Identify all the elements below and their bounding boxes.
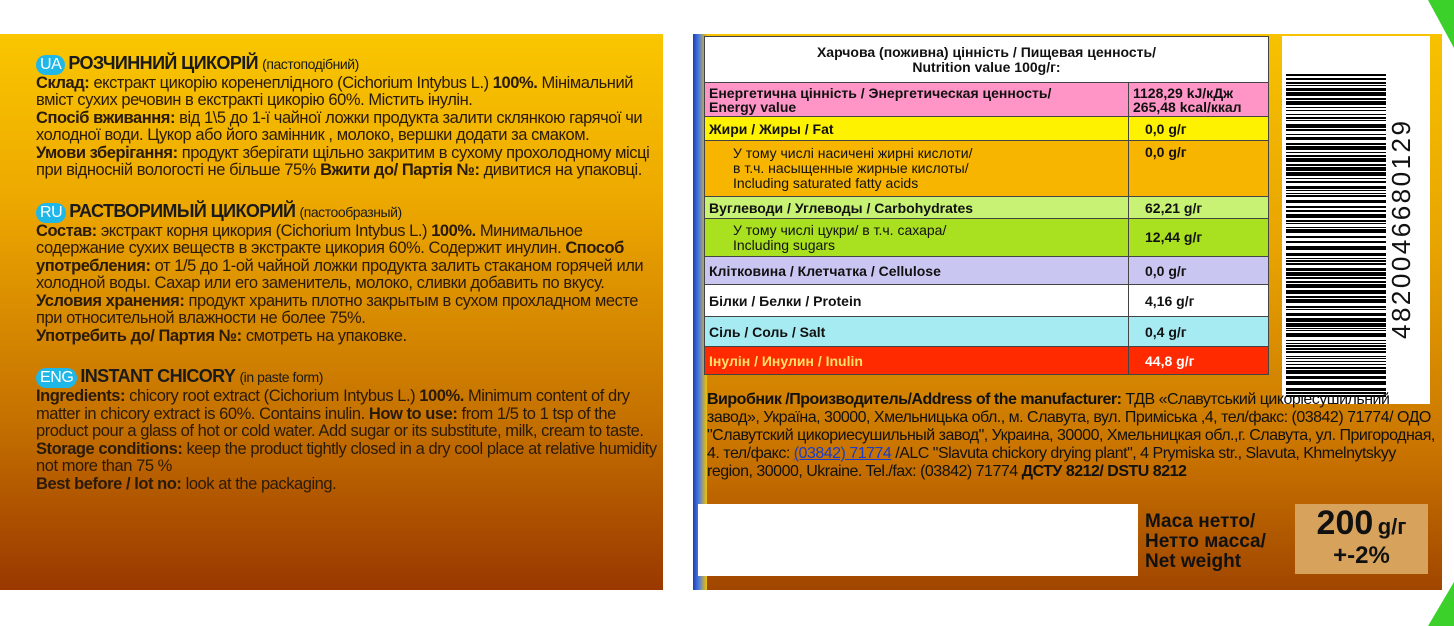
- text-storage-eng: keep the product tightly closed in a dry cool place at relative humidity not more than 75 %: [36, 439, 657, 476]
- label-composition-ru: Состав:: [36, 221, 97, 240]
- label-storage-ua: Умови зберігання:: [36, 143, 178, 162]
- barcode-digits: 4820046680129: [1386, 118, 1416, 340]
- net-weight-label-en: Net weight: [1145, 550, 1242, 572]
- text-best-before-ru: смотреть на упаковке.: [241, 326, 407, 345]
- salt-value: 0,4 g/г: [1129, 317, 1269, 347]
- blank-field: [698, 504, 1138, 576]
- energy-value-kcal: 265,48 kcal/ккал: [1133, 98, 1242, 115]
- fat-name: Жири / Жиры / Fat: [705, 117, 1129, 141]
- barcode-bar: [1286, 241, 1386, 243]
- barcode-bar: [1286, 290, 1386, 294]
- text-ingredients-eng: chicory root extract (Cichorium Intybus L.): [125, 387, 420, 406]
- text-ru: [36, 223, 657, 345]
- title-note-ua: (пастоподібний): [262, 56, 359, 72]
- carbohydrates-name: Вуглеводи / Углеводы / Carbohydrates: [705, 197, 1129, 219]
- label-best-before-ru: Употребить до/ Партия №:: [36, 326, 242, 345]
- barcode-bar: [1286, 323, 1386, 327]
- barcode-bar: [1286, 120, 1386, 121]
- text-ua: [36, 75, 657, 180]
- barcode-bar: [1286, 296, 1386, 298]
- energy-name-line2: Energy value: [709, 98, 797, 115]
- energy-value-kj: 1128,29 kJ/кДж: [1133, 84, 1234, 101]
- left-panel: [0, 34, 663, 590]
- barcode-bar: [1286, 361, 1386, 362]
- barcode-bar: [1286, 340, 1386, 341]
- label-best-before-eng: Best before / lot no:: [36, 474, 182, 493]
- barcode-bar: [1286, 214, 1386, 218]
- badge-ru: RU: [36, 203, 66, 223]
- title-eng: INSTANT CHICORY: [80, 366, 236, 387]
- barcode-bar: [1286, 110, 1386, 111]
- barcode-bar: [1286, 223, 1386, 224]
- barcode-bar: [1286, 146, 1386, 150]
- barcode-bar: [1286, 143, 1386, 145]
- barcode-bar: [1286, 328, 1386, 329]
- manufacturer-text-en: /ALC "Slavuta chickory drying plant", 4 Prymiska str., Slavuta, Khmelnytskyy region, 30000, Ukraine. Tel./fax: (03842) 71774: [707, 444, 1396, 480]
- table-row: [705, 83, 1269, 117]
- barcode-bar: [1286, 356, 1386, 357]
- barcode-bar: [1286, 92, 1386, 96]
- standard-label: ДСТУ 8212/ DSTU 8212: [1021, 462, 1187, 480]
- barcode-bar: [1286, 210, 1386, 212]
- saturated-value: 0,0 g/г: [1129, 141, 1269, 197]
- percent-ua: 100%.: [492, 74, 538, 92]
- net-weight-value: 200: [1316, 504, 1374, 542]
- barcode-bar: [1286, 348, 1386, 350]
- table-row: [705, 197, 1269, 219]
- table-row: [705, 37, 1269, 83]
- barcode-bar: [1286, 309, 1386, 310]
- inulin-value: 44,8 g/г: [1129, 347, 1269, 375]
- barcode-bar: [1286, 88, 1386, 91]
- barcode-bar: [1286, 263, 1386, 265]
- nutrition-header-line1: Харчова (поживна) цінність / Пищевая ценность/: [816, 43, 1157, 60]
- barcode-bar: [1286, 124, 1386, 128]
- barcode-bar: [1286, 229, 1386, 233]
- barcode-bar: [1286, 381, 1386, 385]
- label-storage-ru: Условия хранения:: [36, 291, 185, 310]
- percent-eng: 100%.: [419, 387, 464, 406]
- label-best-before-ua: Вжити до/ Партія №:: [315, 161, 480, 180]
- manufacturer-label: Виробник /Производитель/Address of the manufacturer:: [707, 391, 1122, 408]
- barcode-bars: [1286, 74, 1386, 400]
- phone-link[interactable]: (03842) 71774: [793, 444, 892, 462]
- badge-ua: UA: [36, 55, 65, 75]
- net-weight-unit: g/г: [1377, 514, 1407, 539]
- barcode-bar: [1286, 114, 1386, 115]
- badge-eng: ENG: [36, 368, 77, 388]
- right-panel: [693, 34, 1442, 590]
- barcode-bar: [1286, 195, 1386, 197]
- barcode-bar: [1286, 253, 1386, 256]
- table-row: [705, 141, 1269, 197]
- table-row: [705, 117, 1269, 141]
- title-note-ru: (пастообразный): [299, 203, 402, 220]
- manufacturer-info: [707, 391, 1437, 481]
- label-storage-eng: Storage conditions:: [36, 439, 183, 458]
- carbohydrates-value: 62,21 g/г: [1129, 197, 1269, 219]
- barcode-bar: [1286, 351, 1386, 353]
- barcode-bar: [1286, 333, 1386, 337]
- text-usage-eng: from 1/5 to 1 tsp of the product pour a glass of hot or cold water. Add sugar or its substitute, milk, cream to taste.: [36, 404, 644, 441]
- text-best-before-eng: look at the packaging.: [181, 474, 337, 493]
- saturated-name: [705, 141, 1129, 197]
- barcode-bar: [1286, 220, 1386, 222]
- barcode-bar: [1286, 152, 1386, 153]
- energy-name-line1: Енергетична цінність / Энергетическая ценность/: [709, 84, 1052, 101]
- net-weight-box: [1295, 504, 1428, 574]
- barcode-bar: [1286, 172, 1386, 176]
- cellulose-value: 0,0 g/г: [1129, 257, 1269, 285]
- barcode-bar: [1286, 364, 1386, 365]
- barcode-bar: [1286, 277, 1386, 279]
- percent-ru: 100%.: [431, 221, 476, 240]
- saturated-name-line1: У тому числі насичені жирні кислоти/: [733, 145, 973, 162]
- table-row: [705, 347, 1269, 375]
- barcode-bar: [1286, 158, 1386, 162]
- label-usage-eng: How to use:: [364, 404, 458, 423]
- label-ingredients-eng: Ingredients:: [36, 387, 126, 406]
- barcode-bar: [1286, 260, 1386, 262]
- protein-name: Білки / Белки / Protein: [705, 285, 1129, 317]
- nutrition-header: [705, 37, 1269, 83]
- barcode-bar: [1286, 281, 1386, 283]
- barcode-bar: [1286, 272, 1386, 276]
- title-ua: РОЗЧИННИЙ ЦИКОРІЙ: [68, 53, 258, 73]
- energy-value: [1129, 83, 1269, 117]
- barcode-bar: [1286, 167, 1386, 171]
- net-weight-label: [1145, 512, 1305, 572]
- barcode-bar: [1286, 330, 1386, 331]
- salt-name: Сіль / Соль / Salt: [705, 317, 1129, 347]
- title-note-eng: (in paste form): [239, 369, 323, 386]
- fat-value: 0,0 g/г: [1129, 117, 1269, 141]
- barcode-bar: [1286, 200, 1386, 203]
- text-composition-ru: экстракт корня цикория (Cichorium Intybus L.): [96, 221, 432, 240]
- label-usage-ua: Спосіб вживання:: [36, 108, 176, 127]
- barcode-bar: [1286, 74, 1386, 76]
- barcode-bar: [1286, 82, 1386, 84]
- text-ingredients2-eng: Minimum content of dry matter in chicory extract is 60%. Contains inulin.: [36, 387, 630, 423]
- barcode-bar: [1286, 134, 1386, 135]
- table-row: [705, 219, 1269, 257]
- section-ru: [36, 202, 657, 345]
- barcode-bar: [1286, 155, 1386, 157]
- section-eng: [36, 367, 657, 493]
- barcode-bar: [1286, 299, 1386, 303]
- sugars-name: [705, 219, 1129, 257]
- text-composition-ua: екстракт цикорію коренеплідного (Cichorium Intybus L.): [89, 74, 493, 92]
- title-ru: РАСТВОРИМЫЙ ЦИКОРИЙ: [69, 200, 296, 221]
- net-weight-tolerance: +-2%: [1333, 542, 1390, 569]
- barcode-bar: [1286, 178, 1386, 179]
- cellulose-name: Клітковина / Клетчатка / Cellulose: [705, 257, 1129, 285]
- text-storage-ru: продукт хранить плотно закрытым в сухом прохладном месте при относительной влажности не более 75%.: [36, 291, 639, 328]
- sugars-name-line1: У тому числі цукри/ в т.ч. сахара/: [733, 221, 947, 238]
- barcode-bar: [1286, 193, 1386, 194]
- barcode-bar: [1286, 343, 1386, 344]
- barcode-bar: [1286, 85, 1386, 86]
- section-ua: [36, 54, 657, 180]
- barcode-bar: [1286, 268, 1386, 271]
- corner-marker-top: [1428, 0, 1454, 48]
- table-row: [705, 317, 1269, 347]
- barcode-bar: [1286, 190, 1386, 191]
- barcode-bar: [1286, 78, 1386, 80]
- barcode-bar: [1286, 181, 1386, 183]
- barcode-bar: [1286, 236, 1386, 238]
- barcode-bar: [1286, 186, 1386, 189]
- saturated-name-line2: в т.ч. насыщенные жирные кислоты/: [733, 160, 969, 177]
- barcode-bar: [1286, 306, 1386, 308]
- barcode: [1282, 36, 1430, 404]
- barcode-bar: [1286, 98, 1386, 100]
- protein-value: 4,16 g/г: [1129, 285, 1269, 317]
- barcode-bar: [1286, 284, 1386, 288]
- table-row: [705, 257, 1269, 285]
- barcode-bar: [1286, 129, 1386, 131]
- nutrition-header-line2: Nutrition value 100g/г:: [912, 58, 1061, 75]
- barcode-bar: [1286, 117, 1386, 119]
- barcode-bar: [1286, 227, 1386, 228]
- text-eng: [36, 388, 657, 493]
- text-usage-ua: від 1\5 до 1-ї чайної ложки продукта залити склянкою гарячої чи холодної води. Цукор або його замінник , молоко, вершки додати за смаком.: [36, 108, 643, 145]
- label-usage-ru: Способ употребления:: [36, 239, 624, 275]
- barcode-bar: [1286, 376, 1386, 379]
- text-storage-ua: продукт зберігати щільно закритим в сухому прохолодному місці при відносній вологості не більше 75%: [36, 143, 650, 180]
- corner-marker-bottom: [1428, 582, 1454, 626]
- barcode-bar: [1286, 367, 1386, 369]
- label-composition-ua: Склад:: [36, 74, 90, 92]
- manufacturer-text: ТДВ «Славутський цикоріесушильний завод», Україна, 30000, Хмельницька обл., м. Славута, вул. Приміська ,4, тел/факс: (03842) 71774/ ОДО "Славутский цикориесушильный завод", Украина, 30000, Хмельницкая обл.,г. Славута, ул. Пригородная, 4. тел/факс:: [707, 391, 1435, 462]
- sugars-value: 12,44 g/г: [1129, 219, 1269, 257]
- text-composition2-ru: Минимальное содержание сухих веществ в экстракте цикория 60%. Содержит инулин.: [36, 221, 583, 258]
- barcode-bar: [1286, 313, 1386, 316]
- net-weight-label-ru: Нетто масса/: [1145, 530, 1266, 552]
- barcode-bar: [1286, 137, 1386, 140]
- sugars-name-line2: Including sugars: [733, 236, 835, 253]
- text-composition2-ua: Мінімальний вміст сухих речовин в екстракті цикорію 60%. Містить інулін.: [36, 74, 634, 110]
- saturated-name-line3: Including saturated fatty acids: [733, 174, 919, 191]
- barcode-bar: [1286, 107, 1386, 108]
- inulin-name: Інулін / Инулин / Inulin: [705, 347, 1129, 375]
- barcode-bar: [1286, 164, 1386, 166]
- barcode-bar: [1286, 358, 1386, 359]
- barcode-bar: [1286, 246, 1386, 250]
- text-best-before-ua: дивитися на упаковці.: [479, 161, 642, 180]
- nutrition-table: [704, 36, 1269, 375]
- text-usage-ru: от 1/5 до 1-ой чайной ложки продукта залить стаканом горячей или холодной воды. Сахар или его заменитель, молоко, сливки добавить по вкусу.: [36, 256, 644, 293]
- energy-name: [705, 83, 1129, 117]
- barcode-bar: [1286, 101, 1386, 105]
- barcode-bar: [1286, 345, 1386, 347]
- barcode-bar: [1286, 206, 1386, 208]
- barcode-bar: [1286, 318, 1386, 322]
- barcode-bar: [1286, 258, 1386, 259]
- net-weight-label-ua: Маса нетто/: [1145, 511, 1256, 532]
- table-row: [705, 285, 1269, 317]
- barcode-bar: [1286, 370, 1386, 374]
